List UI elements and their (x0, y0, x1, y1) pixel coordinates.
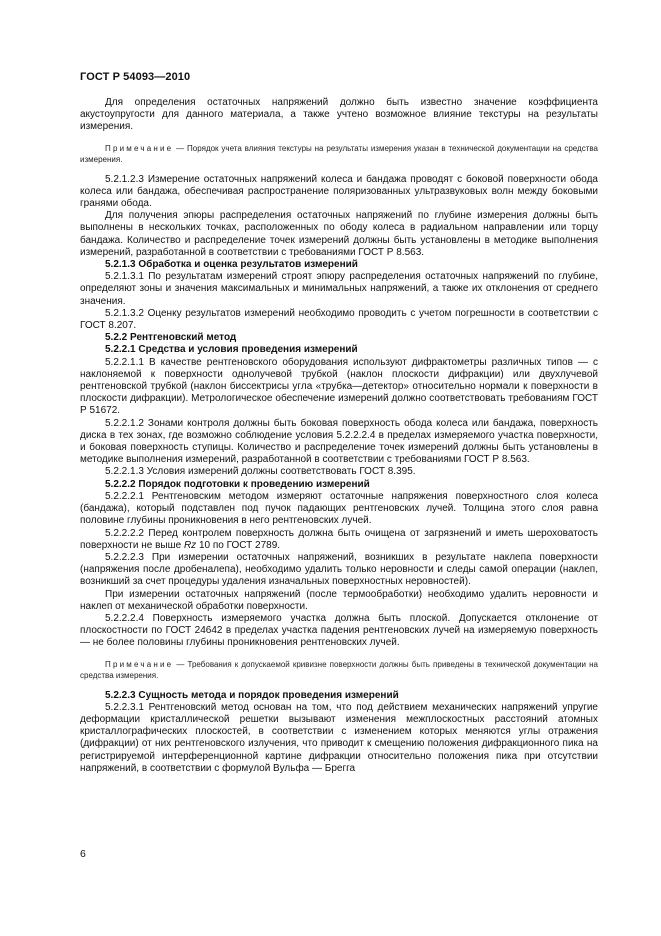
paragraph: 5.2.2.1.1 В качестве рентгеновского оборудования используют дифрактометры различных типов — с наклоняемой к поверхности однолучевой трубкой (наклон плоскости дифракции) или двухлучевой рентгеновской трубкой (наклон биссектрисы угла «трубка—детектор» относительно нормали к поверхности в плоскости дифракции). Метрологическое обеспечение измерений должно соответствовать требованиям ГОСТ Р 51672. (80, 356, 598, 417)
paragraph: При измерении остаточных напряжений (после термообработки) необходимо удалить неровности и наклеп от механической обработки поверхности. (80, 588, 598, 612)
document-header: ГОСТ Р 54093—2010 (80, 71, 191, 83)
paragraph: 5.2.2.3.1 Рентгеновский метод основан на том, что под действием механических напряжений упругие деформации кристаллической решетки вызывают изменения межплоскостных расстояний атомных кристаллографических плоскостей, в соответствии с изменением которых меняются углы отражения (дифракции) от них рентгеновского излучения, что приводит к смещению положения дифракционного пика на регистрируемой интерференционной картине дифракции относительно положения пика при отсутствии напряжений, в соответствии с формулой Вульфа — Брегга (80, 701, 598, 774)
paragraph: 5.2.1.2.3 Измерение остаточных напряжений колеса и бандажа проводят с боковой поверхности обода колеса или бандажа, обеспечивая распространение поляризованных ультразвуковых волн между боковыми гранями обода. (80, 173, 598, 210)
paragraph: 5.2.2.2.3 При измерении остаточных напряжений, возникших в результате наклепа поверхности (напряжения после дробеналепа), необходимо удалить только неровности и следы самой операции (наклеп, возникший за счет процедуры удаления изначальных поверхностных неровностей). (80, 551, 598, 588)
note-text: — Требования к допускаемой кривизне поверхности должны быть приведены в технической документации на средства измерения. (80, 659, 598, 680)
document-body (80, 97, 598, 775)
paragraph: 5.2.1.3.1 По результатам измерений строят эпюру распределения остаточных напряжений по глубине, определяют зоны и значения максимальных и минимальных напряжений, а также их отклонения от среднего значения. (80, 271, 598, 307)
paragraph: 5.2.2.2.4 Поверхность измеряемого участка должна быть плоской. Допускается отклонение от плоскостности по ГОСТ 24642 в пределах участка падения рентгеновских лучей на измеряемую поверхность — не более половины глубины проникновения рентгеновских лучей. (80, 612, 598, 649)
paragraph: 5.2.2.1.2 Зонами контроля должны быть боковая поверхность обода колеса или бандажа, поверхность диска в тех зонах, где возможно соблюдение условия 5.2.2.2.4 в пределах измеряемого участка поверхности, и боковая поверхность ступицы. Количество и распределение точек измерений должны быть установлены в методике выполнения измерений, разработанной в соответствии с требованиями ГОСТ Р 8.563. (80, 417, 598, 466)
section-heading: 5.2.2.1 Средства и условия проведения измерений (105, 344, 358, 356)
paragraph: 5.2.1.3.2 Оценку результатов измерений необходимо проводить с учетом погрешности в соответствии с ГОСТ 8.207. (80, 307, 598, 332)
paragraph: 5.2.2.1.3 Условия измерений должны соответствовать ГОСТ 8.395. (105, 466, 416, 478)
note-text: — Порядок учета влияния текстуры на результаты измерения указан в технической документации на средства измерения. (80, 143, 598, 164)
note-label: Примечание (105, 143, 174, 153)
note (80, 659, 598, 681)
text-run: 10 по ГОСТ 2789. (196, 539, 281, 551)
note (80, 143, 598, 165)
page-number: 6 (80, 848, 86, 860)
paragraph: 5.2.2.2.1 Рентгеновским методом измеряют остаточные напряжения поверхностного слоя колеса (бандажа), который подставлен под пучок падающих рентгеновских лучей. Толщина этого слоя равна половине глубины проникновения в него рентгеновских лучей. (80, 490, 598, 527)
section-heading: 5.2.2.2 Порядок подготовки к проведению измерений (105, 478, 370, 490)
section-heading: 5.2.2.3 Сущность метода и порядок проведения измерений (105, 689, 399, 701)
roughness-symbol: Rz (183, 539, 197, 551)
text-run: 5.2.2.2.2 Перед контролем поверхность должна быть очищена от загрязнений и иметь шероховатость поверхности не выше (80, 527, 598, 551)
note-label: Примечание (105, 659, 174, 669)
paragraph: Для получения эпюры распределения остаточных напряжений по глубине измерения должны быть выполнены в нескольких точках, расположенных по ободу колеса в радиальном направлении или торцу бандажа. Количество и распределение точек измерений должны быть установлены в методике выполнения измерений, разработанной в соответствии с требованиями ГОСТ Р 8.563. (80, 210, 598, 258)
paragraph: Для определения остаточных напряжений должно быть известно значение коэффициента акустоупругости для данного материала, а также учтено возможное влияние текстуры на результаты измерения. (80, 97, 598, 133)
paragraph (80, 528, 598, 552)
section-heading: 5.2.1.3 Обработка и оценка результатов измерений (105, 259, 358, 271)
section-heading: 5.2.2 Рентгеновский метод (105, 332, 237, 344)
